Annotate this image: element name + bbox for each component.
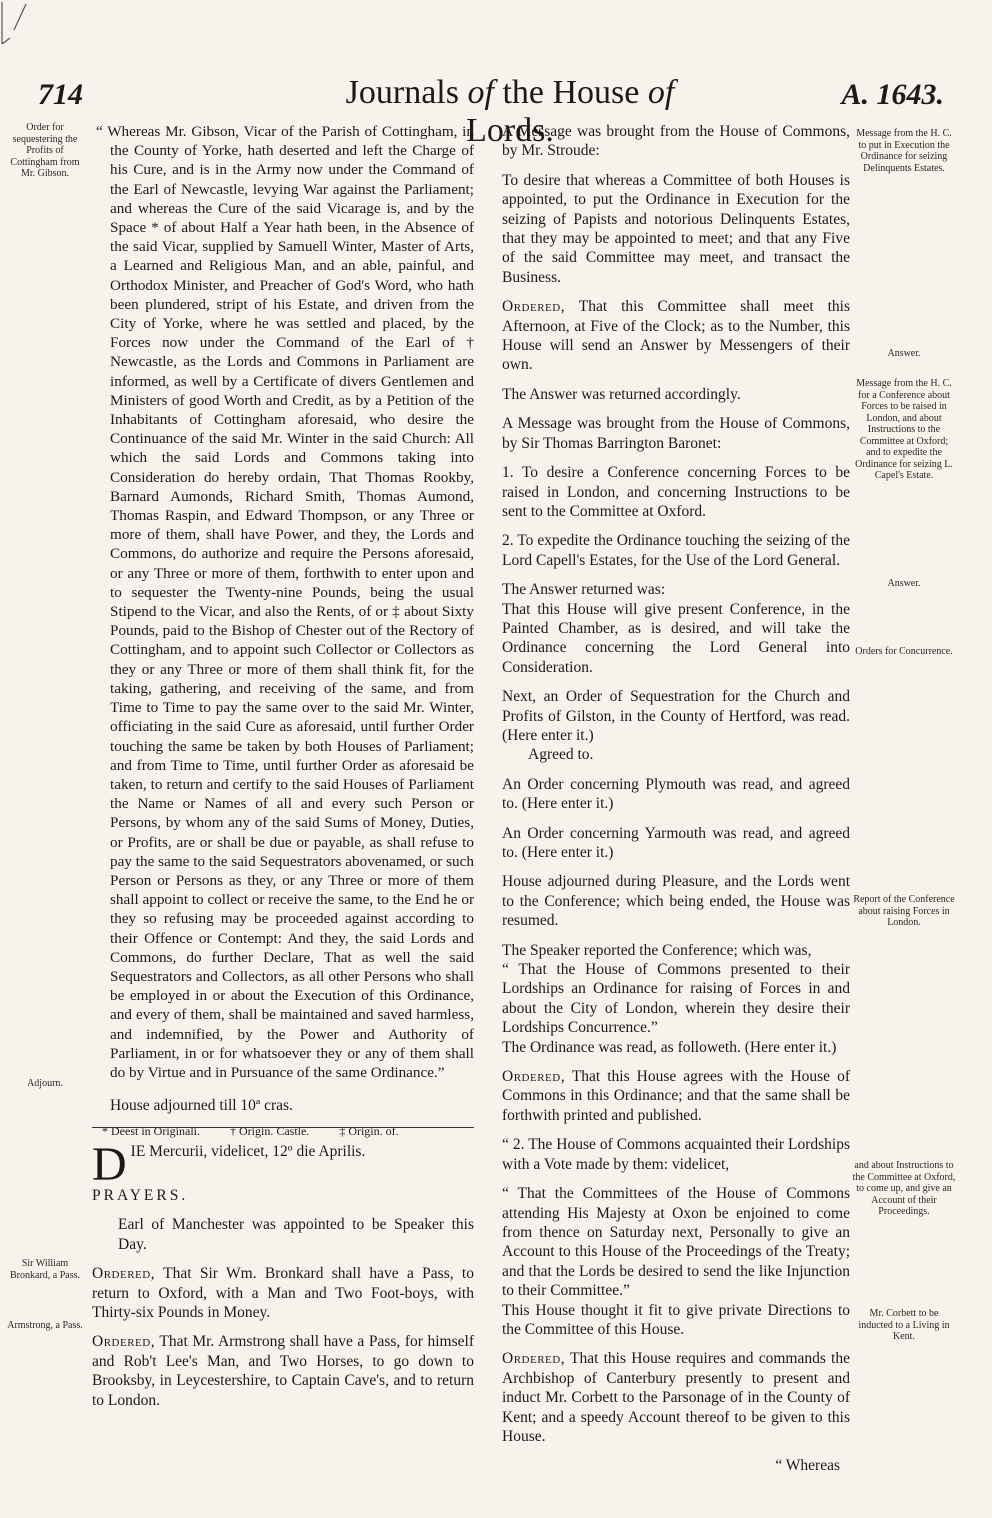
message-barrington: A Message was brought from the House of Commons, by Sir Thomas Barrington Baronet:	[502, 415, 850, 452]
ordered-committee-text: That this Committee shall meet this Afternoon, at Five of the Clock; as to the Number, this House will send an Answer by Messengers of their own.	[502, 298, 850, 374]
ordered-agrees-text: That this House agrees with the House of Commons in this Ordinance; and that the same shall be forthwith printed and published.	[502, 1068, 850, 1124]
speaker-reported: The Speaker reported the Conference; which was,	[502, 941, 812, 959]
ordered-label-5: Ordered,	[502, 1350, 566, 1368]
order-yarmouth: An Order concerning Yarmouth was read, and agreed to. (Here enter it.)	[502, 824, 850, 861]
item-capell: 2. To expedite the Ordinance touching the seizing of the Lord Capell's Estates, for the Use of the Lord General.	[502, 532, 850, 569]
armstrong-pass	[92, 1332, 474, 1410]
left-column	[92, 122, 474, 1141]
prayers-heading: PRAYERS.	[92, 1187, 189, 1204]
date-line-text: IE Mercurii, videlicet, 12º die Aprilis.	[130, 1143, 366, 1160]
left-column-date-section	[92, 1138, 474, 1420]
agreed-to: Agreed to.	[528, 746, 594, 764]
order-plymouth: An Order concerning Plymouth was read, and agreed to. (Here enter it.)	[502, 775, 850, 813]
private-directions: This House thought it fit to give private Directions to the Committee of this House.	[502, 1301, 850, 1338]
margin-note-message-execution: Message from the H. C. to put in Execution the Ordinance for seizing Delinquents Estates.	[856, 128, 952, 174]
title-word-1: Journals	[345, 74, 468, 111]
section-rule	[92, 1127, 474, 1128]
margin-note-report-conference: Report of the Conference about raising Forces in London.	[853, 894, 955, 928]
right-column	[502, 122, 850, 1486]
order-gibson-text: “ Whereas Mr. Gibson, Vicar of the Parish of Cottingham, in the County of Yorke, hath deserted and left the Charge of his Cure, and is in the Army now under the Command of the Earl of Newcastle, levying War against the Parliament; and whereas the Cure of the said Vicarage is, and by the Space * of about Half a Year hath been, in the Absence of the said Vicar, supplied by Samuell Winter, Master of Arts, a Learned and Religious Man, and an able, painful, and Orthodox Minister, and Preacher of God's Word, who hath been plundered, stript of his Estate, and driven from the City of Yorke, where he was settled and placed, by the Forces now under the Command of the Earl of † Newcastle, as the Lords and Commons in Parliament are informed, as well by a Certificate of divers Gentlemen and Ministers of good Worth and Credit, as by a Petition of the Inhabitants of Cottingham aforesaid, who desire the Continuance of the said Mr. Winter in the said Church: All which the said Lords and Commons taking into Consideration do hereby ordain, That Thomas Rookby, Barnard Aumonds, Richard Smith, Thomas Aumond, Thomas Raspin, and Edward Thompson, or any Three or more of them, shall have Power, and they, the Lords and Commons, do authorize and require the Persons aforesaid, or any Three or more of them, forthwith to enter upon and to sequester the Twenty-nine Pounds, being the usual Stipend to the Vicar, and also the Rents, of or ‡ about Sixty Pounds, paid to the Bishop of Chester out of the Rectory of Cottingham, and to appoint such Collector or Collectors as they or any Three or more of them shall think fit, for the taking, gathering, and receiving of the same, and from Time to Time to pay the same over to the said Mr. Winter, officiating in the said Cure as aforesaid, until further Order touching the same be taken by both Houses of Parliament; and from Time to Time, until further Order as aforesaid be taken, to return and certify to the said Houses of Parliament the Name or Names of all and every such Person or Persons, by whom any of the said Sums of Money, Duties, or Profits, are or shall be due or payable, as shall refuse to pay the same to the said Sequestrators abovenamed, or such Person or Persons as they, or any Three or more of them shall appoint to collect or receive the same, to the End he or they so refusing may be proceeded against according to their Offence or Contempt: And they, the said Lords and Commons, do further Declare, That as well the said Sequestrators and Collectors, as all other Persons who shall be employed in or about the Execution of this Ordinance, and every of them, shall be maintained and saved harmless, and indemnified, by the Power and Authority of Parliament, in or for whatsoever they or any of them shall do by Virtue and in Pursuance of the same Ordinance.”	[96, 123, 474, 1081]
margin-note-bronkard: Sir William Bronkard, a Pass.	[10, 1258, 80, 1281]
title-word-6: Lords.	[466, 112, 554, 149]
margin-note-answer-2: Answer.	[887, 578, 921, 589]
order-gilston: Next, an Order of Sequestration for the Church and Profits of Gilston, in the County of Hertford, was read. (Here enter it.)	[502, 688, 850, 744]
ordered-label-3: Ordered,	[502, 298, 566, 316]
message-stroude: A Message was brought from the House of Commons, by Mr. Stroude:	[502, 123, 850, 160]
house-adjourned-pleasure: House adjourned during Pleasure, and the Lords went to the Conference; which being ended, the House was resumed.	[502, 873, 850, 930]
margin-note-answer-1: Answer.	[887, 348, 921, 359]
conference-quote: “ That the House of Commons presented to their Lordships an Ordinance for raising of Forces in and about the City of London, wherein they desire their Lordships Concurrence.”	[502, 961, 850, 1037]
answer-text: That this House will give present Conference, in the Painted Chamber, as is desired, and will take the Ordinance concerning the Lord General into Consideration.	[502, 600, 850, 676]
catchword: “ Whereas	[775, 1457, 840, 1475]
footnotes	[102, 1122, 474, 1141]
margin-note-order: Order for sequestering the Profits of Cottingham from Mr. Gibson.	[10, 122, 80, 179]
title-word-3: the	[493, 74, 553, 111]
ordered-committee	[502, 297, 850, 375]
answer-returned: The Answer was returned accordingly.	[502, 385, 741, 403]
footnote-3: ‡ Origin. of.	[339, 1123, 399, 1138]
title-word-5: of	[639, 74, 675, 111]
ordered-label-4: Ordered,	[502, 1068, 566, 1086]
ordinance-read: The Ordinance was read, as followeth. (Here enter it.)	[502, 1038, 837, 1056]
vote-quote: “ That the Committees of the House of Commons attending His Majesty at Oxon be enjoined to come from thence on Saturday next, Personally to give an Account to this House of the Proceedings of the Treaty; and that the Lords be desired to send the like Injunction to their Committee.”	[502, 1185, 850, 1300]
page-corner-mark	[0, 0, 46, 56]
margin-note-instructions: and about Instructions to the Committee at Oxford, to come up, and give an Account of their Proceedings.	[852, 1160, 956, 1217]
page-number: 714	[38, 78, 83, 111]
date-dropcap: D	[92, 1138, 127, 1191]
answer-was: The Answer returned was:	[502, 581, 666, 599]
margin-note-corbett: Mr. Corbett to be inducted to a Living in Kent.	[858, 1308, 950, 1342]
margin-note-armstrong: Armstrong, a Pass.	[7, 1320, 83, 1331]
margin-note-message-conference: Message from the H. C. for a Conference about Forces to be raised in London, and about Instructions to the Committee at Oxford; and to expedite the Ordinance for seizing L. Capel's Estate.	[855, 378, 953, 481]
desire-committee: To desire that whereas a Committee of both Houses is appointed, to put the Ordinance in Execution for the seizing of Papists and notorious Delinquents Estates, that they may be appointed to meet; and that any Five of the said Committee may meet, and transact the Business.	[502, 171, 850, 286]
ordered-corbett-text: That this House requires and commands the Archbishop of Canterbury presently to present and induct Mr. Corbett to the Parsonage of in the County of Kent; and a speedy Account thereof to be given to this House.	[502, 1350, 850, 1445]
date-line	[92, 1138, 474, 1191]
bronkard-pass	[92, 1264, 474, 1322]
ordered-corbett	[502, 1349, 850, 1446]
vote-intro: “ 2. The House of Commons acquainted their Lordships with a Vote made by them: videlicet,	[502, 1136, 850, 1173]
margin-note-adjourn: Adjourn.	[27, 1078, 63, 1089]
ordered-label-2: Ordered,	[92, 1333, 156, 1351]
armstrong-text: That Mr. Armstrong shall have a Pass, for himself and Rob't Lee's Man, and Two Horses, to go down to Brooksby, in Leycestershire, to Captain Cave's, and to return to London.	[92, 1333, 474, 1409]
title-word-2: of	[467, 74, 494, 111]
item-conference: 1. To desire a Conference concerning Forces to be raised in London, and concerning Instructions to be sent to the Committee at Oxford.	[502, 464, 850, 520]
adjourn-line: House adjourned till 10ª cras.	[110, 1097, 293, 1115]
footnote-1: * Deest in Originali.	[102, 1123, 200, 1138]
speaker-appointed: Earl of Manchester was appointed to be Speaker this Day.	[118, 1216, 474, 1253]
page-year: A. 1643.	[841, 78, 944, 111]
bronkard-text: That Sir Wm. Bronkard shall have a Pass, to return to Oxford, with a Man and Two Foot-boys, with Thirty-six Pounds in Money.	[92, 1265, 474, 1322]
ordered-agrees	[502, 1067, 850, 1125]
footnote-2: † Origin. Castle.	[229, 1123, 310, 1138]
title-word-4: House	[552, 74, 640, 111]
ordered-label: Ordered,	[92, 1265, 156, 1283]
margin-note-orders-concurrence: Orders for Concurrence.	[855, 646, 953, 657]
